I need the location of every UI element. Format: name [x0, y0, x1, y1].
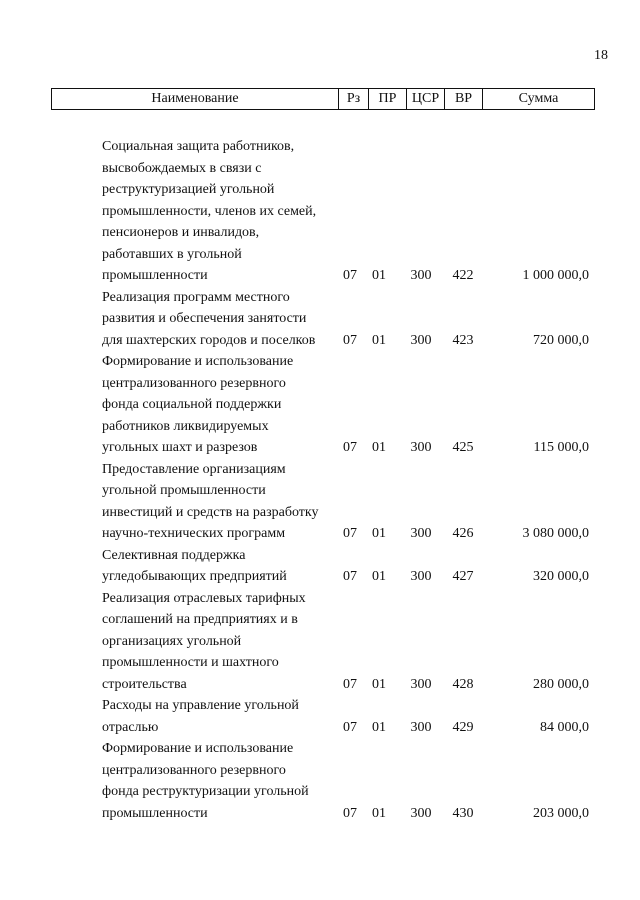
- row-vr: 430: [452, 805, 474, 821]
- row-sum: 3 080 000,0: [522, 526, 589, 541]
- column-header-name: Наименование: [52, 89, 339, 110]
- row-name: [102, 738, 340, 824]
- row-name-line: Предоставление организациям: [102, 461, 286, 477]
- column-header-csr: ЦСР: [407, 89, 445, 110]
- row-vr: 429: [452, 719, 474, 735]
- row-name-line: отраслью: [102, 719, 159, 735]
- row-name-line: централизованного резервного: [102, 762, 286, 778]
- row-name-line: Селективная поддержка: [102, 547, 246, 563]
- row-csr: 300: [410, 676, 432, 692]
- row-pr: 01: [372, 526, 386, 541]
- table-row: [0, 459, 640, 545]
- row-vr: 428: [452, 676, 474, 692]
- row-csr: 300: [410, 332, 432, 348]
- row-csr: 300: [410, 526, 432, 541]
- table-row: [0, 738, 640, 824]
- column-header-rz: Рз: [339, 89, 369, 110]
- row-name: [102, 136, 340, 287]
- row-vr: 423: [452, 332, 474, 348]
- row-name: [102, 459, 340, 545]
- row-pr: 01: [372, 719, 386, 735]
- row-sum: 84 000,0: [540, 719, 589, 735]
- row-vr: 425: [452, 440, 474, 455]
- row-pr: 01: [372, 268, 386, 283]
- table-row: [0, 351, 640, 459]
- row-name-line: инвестиций и средств на разработку: [102, 504, 319, 520]
- table-row: [0, 695, 640, 738]
- row-csr: 300: [410, 268, 432, 283]
- row-name: [102, 588, 340, 696]
- row-name-line: Формирование и использование: [102, 354, 294, 369]
- row-name-line: промышленности: [102, 268, 208, 283]
- budget-rows: [0, 136, 640, 824]
- row-rz: 07: [343, 719, 357, 735]
- row-name-line: работников ликвидируемых: [102, 418, 269, 434]
- row-sum: 115 000,0: [533, 440, 589, 455]
- column-header-sum: Сумма: [483, 89, 595, 110]
- row-rz: 07: [343, 332, 357, 348]
- row-sum: 1 000 000,0: [522, 268, 589, 283]
- row-name-line: работавших в угольной: [102, 246, 242, 262]
- column-header-pr: ПР: [369, 89, 407, 110]
- row-sum: 320 000,0: [533, 569, 589, 584]
- row-name-line: высвобождаемых в связи с: [102, 160, 262, 176]
- row-name-line: соглашений на предприятиях и в: [102, 612, 298, 627]
- row-rz: 07: [343, 569, 357, 584]
- row-sum: 203 000,0: [533, 805, 589, 821]
- row-name-line: централизованного резервного: [102, 375, 286, 391]
- row-name-line: промышленности и шахтного: [102, 655, 279, 670]
- row-name-line: угледобывающих предприятий: [102, 569, 287, 584]
- row-vr: 422: [452, 268, 474, 283]
- row-csr: 300: [410, 719, 432, 735]
- table-row: [0, 287, 640, 352]
- row-name: [102, 545, 340, 588]
- row-name-line: для шахтерских городов и поселков: [102, 332, 316, 348]
- row-sum: 280 000,0: [533, 676, 589, 692]
- row-name-line: пенсионеров и инвалидов,: [102, 225, 260, 240]
- row-name-line: строительства: [102, 676, 187, 692]
- row-name-line: фонда социальной поддержки: [102, 397, 282, 412]
- row-name-line: промышленности, членов их семей,: [102, 203, 317, 219]
- row-name: [102, 287, 340, 352]
- row-name-line: развития и обеспечения занятости: [102, 311, 307, 326]
- row-sum: 720 000,0: [533, 332, 589, 348]
- row-csr: 300: [410, 805, 432, 821]
- row-name-line: промышленности: [102, 805, 208, 821]
- row-rz: 07: [343, 268, 357, 283]
- row-rz: 07: [343, 526, 357, 541]
- row-rz: 07: [343, 676, 357, 692]
- row-name-line: Реализация программ местного: [102, 289, 290, 305]
- table-row: [0, 545, 640, 588]
- table-row: [0, 136, 640, 287]
- row-pr: 01: [372, 805, 386, 821]
- row-vr: 427: [452, 569, 474, 584]
- row-pr: 01: [372, 569, 386, 584]
- row-name-line: Расходы на управление угольной: [102, 698, 299, 713]
- row-name-line: фонда реструктуризации угольной: [102, 784, 309, 799]
- row-name-line: Формирование и использование: [102, 741, 294, 756]
- row-csr: 300: [410, 569, 432, 584]
- row-name-line: организациях угольной: [102, 633, 242, 649]
- row-name: [102, 351, 340, 459]
- row-rz: 07: [343, 440, 357, 455]
- row-rz: 07: [343, 805, 357, 821]
- row-vr: 426: [452, 526, 474, 541]
- row-pr: 01: [372, 332, 386, 348]
- row-name-line: научно-технических программ: [102, 526, 286, 541]
- row-pr: 01: [372, 440, 386, 455]
- page-number: 18: [594, 48, 608, 63]
- row-name-line: Реализация отраслевых тарифных: [102, 590, 306, 606]
- row-pr: 01: [372, 676, 386, 692]
- row-csr: 300: [410, 440, 432, 455]
- row-name-line: угольной промышленности: [102, 483, 266, 498]
- row-name-line: угольных шахт и разрезов: [102, 440, 258, 455]
- row-name-line: Социальная защита работников,: [102, 139, 295, 154]
- row-name: [102, 695, 340, 738]
- table-row: [0, 588, 640, 696]
- table-header: [51, 88, 595, 110]
- row-name-line: реструктуризацией угольной: [102, 182, 275, 197]
- column-header-vr: ВР: [445, 89, 483, 110]
